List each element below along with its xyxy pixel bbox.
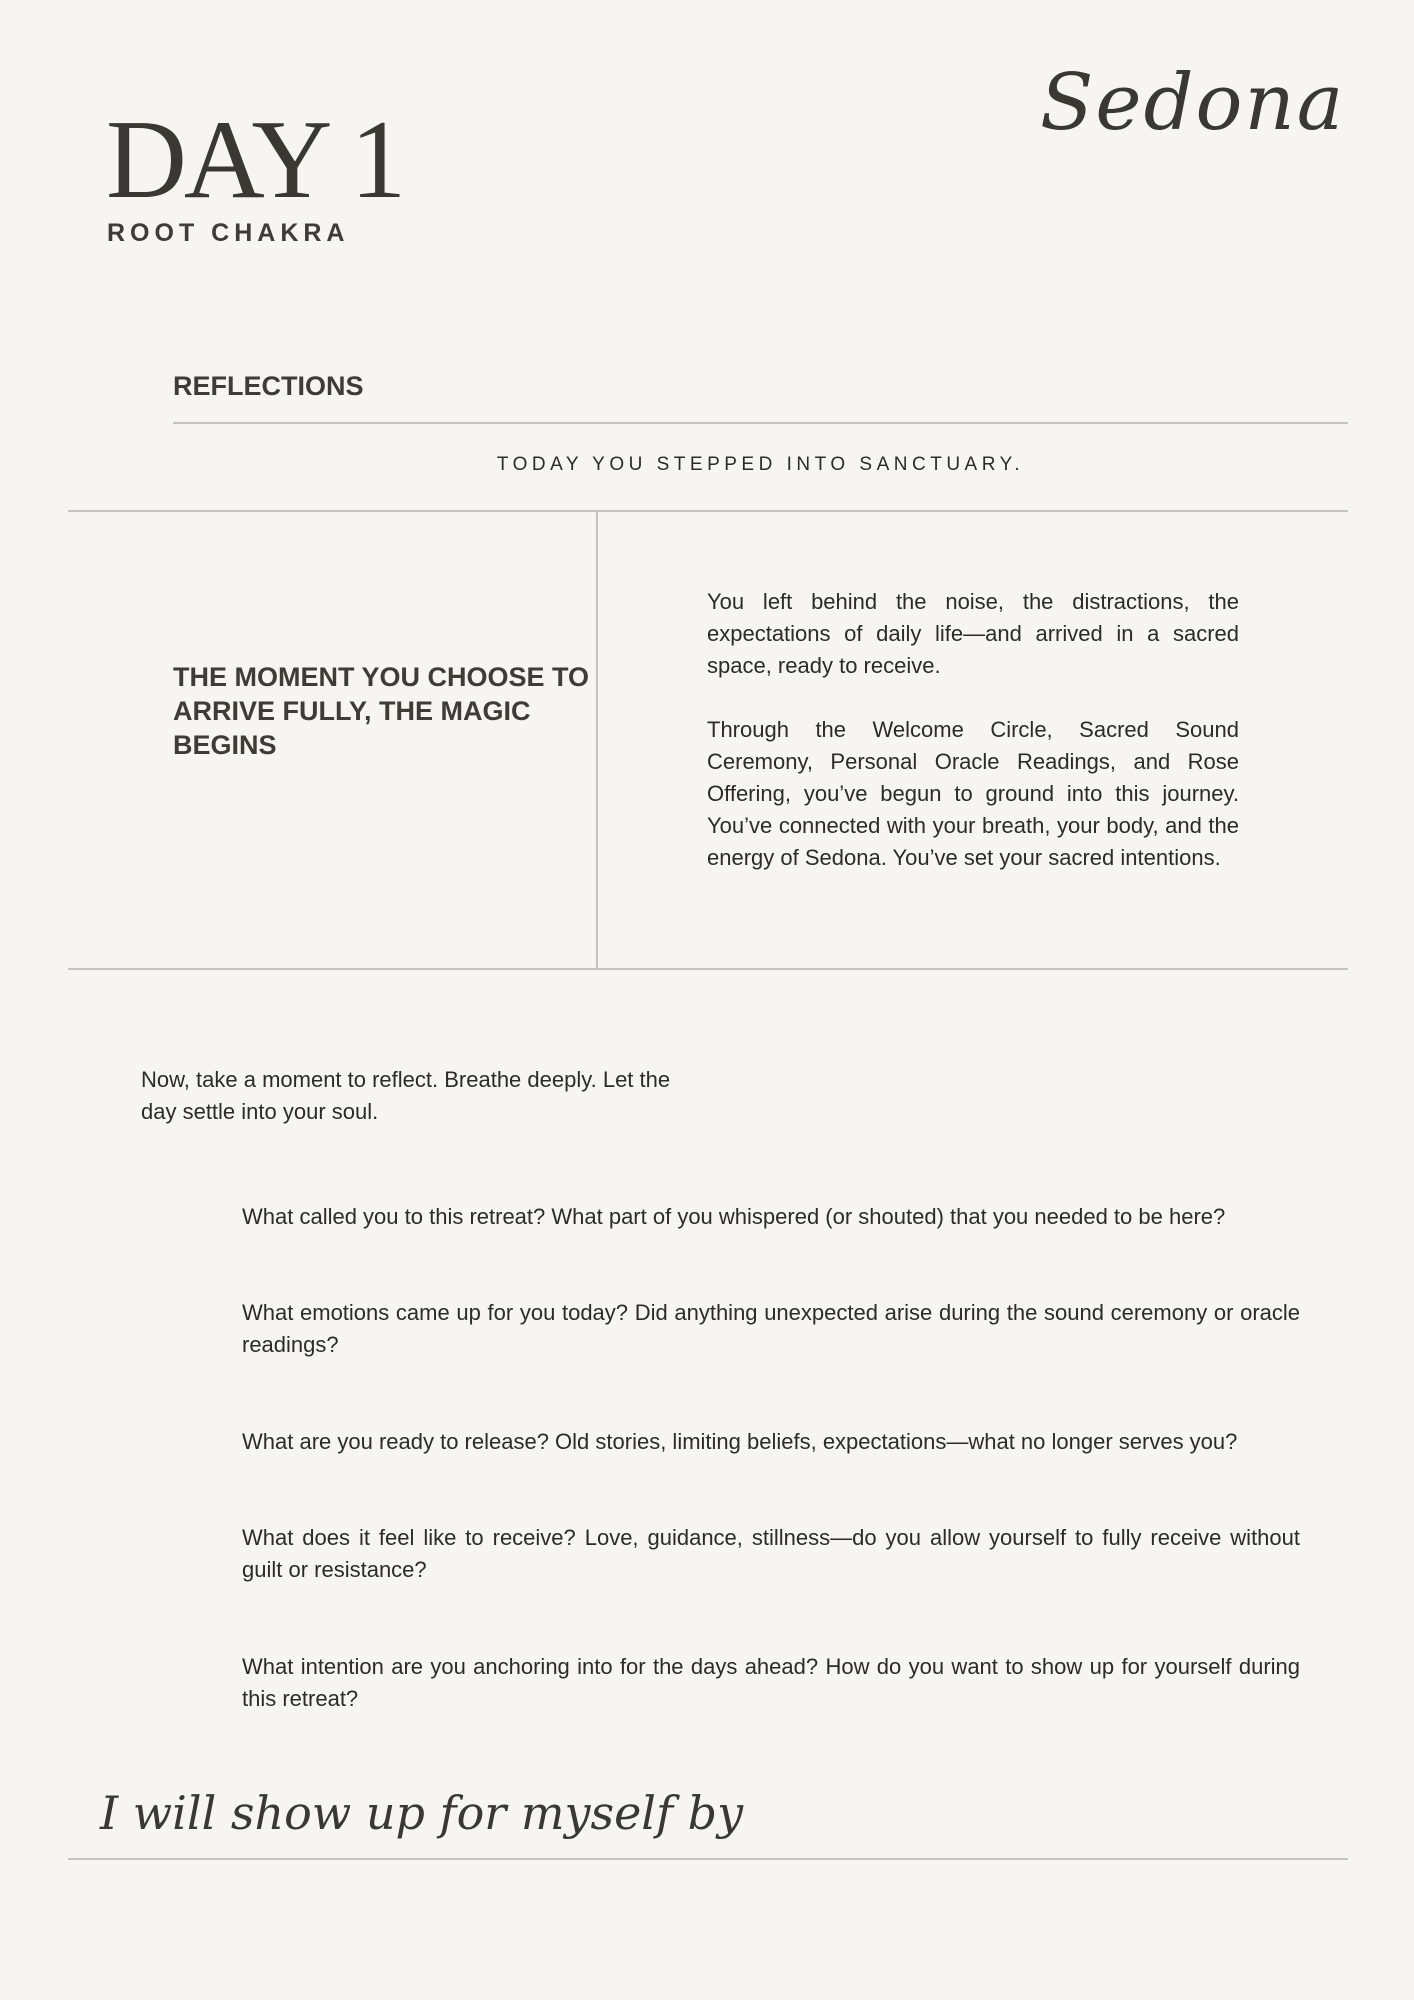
paragraph-ceremonies: Through the Welcome Circle, Sacred Sound Ceremony, Personal Oracle Readings, and Rose Offering, you’ve begun to ground into this journey. You’ve connected with your breath, your body, and the energy of Sedona. You’ve set your sacred intentions. bbox=[707, 717, 1239, 870]
question-3: What are you ready to release? Old stories, limiting beliefs, expectations—what no longer serves you? bbox=[242, 1429, 1238, 1454]
pull-quote: THE MOMENT YOU CHOOSE TO ARRIVE FULLY, THE MAGIC BEGINS bbox=[173, 662, 590, 760]
divider-vertical-panel bbox=[596, 511, 598, 969]
section-heading: REFLECTIONS bbox=[173, 371, 364, 401]
sedona-script-title: Sedona bbox=[1040, 58, 1346, 148]
question-1: What called you to this retreat? What part of you whispered (or shouted) that you needed to be here? bbox=[242, 1204, 1226, 1229]
divider-top-panel bbox=[68, 510, 1348, 512]
prompt-intro: Now, take a moment to reflect. Breathe deeply. Let the day settle into your soul. bbox=[141, 1067, 671, 1124]
question-5: What intention are you anchoring into for the days ahead? How do you want to show up for yourself during this retreat? bbox=[242, 1654, 1300, 1711]
chakra-subtitle: ROOT CHAKRA bbox=[107, 219, 350, 247]
closing-script: I will show up for myself by bbox=[100, 1786, 744, 1840]
divider-bottom-panel bbox=[68, 968, 1348, 970]
paragraph-arrival: You left behind the noise, the distractions, the expectations of daily life—and arrived in a sacred space, ready to receive. bbox=[707, 589, 1239, 678]
closing-writing-line bbox=[68, 1858, 1348, 1860]
day-title: DAY 1 bbox=[106, 98, 404, 222]
question-2: What emotions came up for you today? Did anything unexpected arise during the sound ceremony or oracle readings? bbox=[242, 1300, 1300, 1357]
question-4: What does it feel like to receive? Love, guidance, stillness—do you allow yourself to fully receive without guilt or resistance? bbox=[242, 1525, 1300, 1582]
sanctuary-banner: TODAY YOU STEPPED INTO SANCTUARY. bbox=[496, 454, 1025, 475]
divider-under-heading bbox=[173, 422, 1348, 424]
